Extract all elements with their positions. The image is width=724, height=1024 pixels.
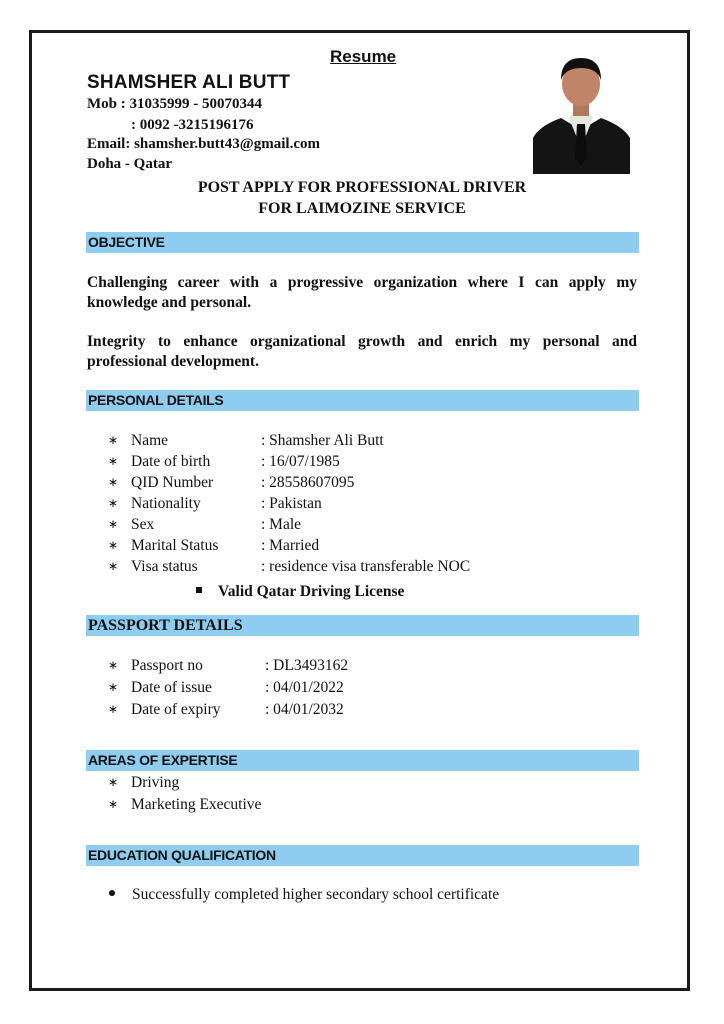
asterisk-bullet-icon: ∗ (108, 559, 119, 573)
row-label: Name (131, 431, 169, 449)
asterisk-bullet-icon: ∗ (108, 454, 119, 468)
personal-row-dob (108, 451, 340, 472)
driving-license-note (196, 583, 404, 601)
personal-row-qid (108, 472, 354, 493)
row-value: : Married (261, 536, 320, 554)
person-photo-icon (533, 52, 630, 174)
personal-row-name (108, 430, 384, 451)
document-title: Resume (330, 47, 397, 66)
row-label: QID Number (131, 473, 214, 491)
passport-row-number (108, 655, 348, 676)
asterisk-bullet-icon: ∗ (108, 775, 119, 789)
row-value: : Pakistan (261, 494, 322, 512)
personal-row-marital-status (108, 535, 319, 556)
asterisk-bullet-icon: ∗ (108, 797, 119, 811)
row-label: Date of issue (131, 678, 212, 696)
asterisk-bullet-icon: ∗ (108, 658, 119, 672)
row-value: : DL3493162 (265, 656, 349, 674)
objective-paragraph-2: Integrity to enhance organizational growth and enrich my personal and professional development. (87, 333, 637, 370)
license-text: Valid Qatar Driving License (218, 583, 405, 600)
asterisk-bullet-icon: ∗ (108, 538, 119, 552)
email: Email: shamsher.butt43@gmail.com (87, 136, 320, 152)
expertise-text: Driving (131, 773, 180, 791)
profile-photo (533, 52, 630, 174)
row-value: : 04/01/2022 (265, 678, 344, 696)
passport-row-issue-date (108, 677, 344, 698)
passport-row-expiry-date (108, 699, 344, 720)
row-label: Date of expiry (131, 700, 221, 718)
row-label: Visa status (131, 557, 198, 575)
asterisk-bullet-icon: ∗ (108, 517, 119, 531)
section-objective: OBJECTIVE (86, 232, 639, 253)
post-applied-line-2: FOR LAIMOZINE SERVICE (258, 200, 466, 217)
section-areas-of-expertise: AREAS OF EXPERTISE (86, 750, 639, 771)
row-label: Marital Status (131, 536, 219, 554)
row-label: Passport no (131, 656, 203, 674)
row-value: : 28558607095 (261, 473, 355, 491)
section-education-qualification: EDUCATION QUALIFICATION (86, 845, 639, 866)
personal-row-visa-status (108, 556, 470, 577)
mobile-line-2: : 0092 -3215196176 (131, 117, 254, 133)
post-applied-line-1: POST APPLY FOR PROFESSIONAL DRIVER (197, 179, 527, 196)
row-label: Nationality (131, 494, 201, 512)
asterisk-bullet-icon: ∗ (108, 433, 119, 447)
mobile-line-1: Mob : 31035999 - 50070344 (87, 96, 262, 112)
personal-row-nationality (108, 493, 322, 514)
row-label: Sex (131, 515, 155, 533)
personal-row-sex (108, 514, 301, 535)
asterisk-bullet-icon: ∗ (108, 496, 119, 510)
asterisk-bullet-icon: ∗ (108, 475, 119, 489)
dot-bullet-icon (109, 890, 115, 896)
location: Doha - Qatar (87, 156, 172, 172)
section-personal-details: PERSONAL DETAILS (86, 390, 639, 411)
row-value: : 04/01/2032 (265, 700, 344, 718)
row-value: : Shamsher Ali Butt (261, 431, 384, 449)
square-bullet-icon (196, 587, 202, 593)
asterisk-bullet-icon: ∗ (108, 702, 119, 716)
row-value: : 16/07/1985 (261, 452, 340, 470)
expertise-item (108, 794, 261, 815)
education-item (109, 884, 499, 905)
section-passport-details: PASSPORT DETAILS (86, 615, 639, 636)
row-value: : residence visa transferable NOC (261, 557, 471, 575)
expertise-text: Marketing Executive (131, 795, 262, 813)
expertise-item (108, 772, 179, 793)
asterisk-bullet-icon: ∗ (108, 680, 119, 694)
row-value: : Male (261, 515, 302, 533)
education-text: Successfully completed higher secondary school certificate (132, 885, 500, 903)
objective-paragraph-1: Challenging career with a progressive organization where I can apply my knowledge and personal. (87, 274, 637, 311)
row-label: Date of birth (131, 452, 211, 470)
candidate-name: SHAMSHER ALI BUTT (87, 72, 291, 93)
